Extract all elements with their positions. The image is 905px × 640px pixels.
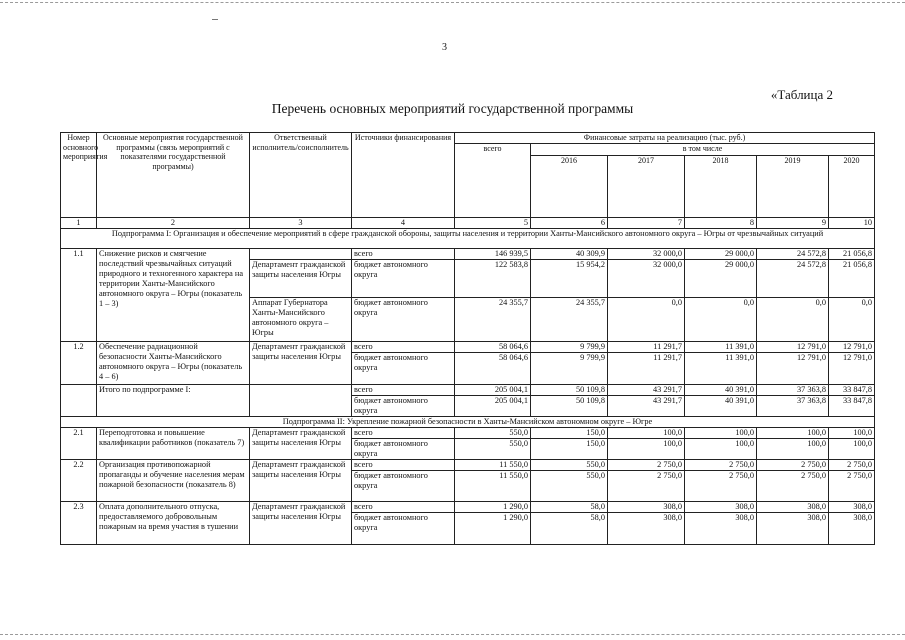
source-label: всего [352,384,455,395]
amount-cell: 2 750,0 [685,459,757,470]
header-year: 2020 [829,155,875,217]
source-label: всего [352,427,455,438]
executor-cell: Департамент гражданской защиты населения Югры [250,459,352,501]
amount-cell: 100,0 [608,438,685,459]
amount-cell: 550,0 [531,459,608,470]
amount-cell: 146 939,5 [455,248,531,259]
amount-cell: 308,0 [829,512,875,544]
amount-cell: 37 363,8 [757,384,829,395]
executor-cell: Аппарат Губернатора Ханты-Мансийского автономного округа – Югры [250,297,352,341]
page-number: 3 [442,42,447,53]
amount-cell: 308,0 [608,501,685,512]
executor-cell: Департамент гражданской защиты населения Югры [250,501,352,544]
amount-cell: 24 355,7 [455,297,531,341]
amount-cell: 100,0 [685,427,757,438]
scan-mark [212,19,218,20]
amount-cell: 32 000,0 [608,248,685,259]
amount-cell: 150,0 [531,438,608,459]
amount-cell: 2 750,0 [757,459,829,470]
amount-cell: 9 799,9 [531,341,608,352]
header-incl: в том числе [531,143,875,155]
amount-cell: 40 391,0 [685,395,757,416]
amount-cell: 1 290,0 [455,501,531,512]
amount-cell: 37 363,8 [757,395,829,416]
amount-cell: 308,0 [685,501,757,512]
subprogram-1-title: Подпрограмма I: Организация и обеспечение мероприятий в сфере гражданской обороны, защиты населения и территории Ханты-Мансийского автономного округа – Югры от чрезвычайных ситуаций [61,228,875,248]
amount-cell: 2 750,0 [685,470,757,501]
amount-cell: 308,0 [829,501,875,512]
colnum: 5 [455,217,531,228]
scan-edge-bottom [0,634,905,635]
measures-table [60,132,875,545]
amount-cell: 58 064,6 [455,341,531,352]
row-num: 1.2 [61,341,97,384]
amount-cell: 43 291,7 [608,384,685,395]
amount-cell: 308,0 [757,501,829,512]
amount-cell: 308,0 [757,512,829,544]
measure-name: Обеспечение радиационной безопасности Ханты-Мансийского автономного округа – Югры (показатель 4 – 6) [97,341,250,384]
amount-cell: 12 791,0 [757,352,829,384]
source-label: бюджет автономного округа [352,259,455,297]
colnum: 7 [608,217,685,228]
header-year: 2017 [608,155,685,217]
header-executor: Ответственный исполнитель/соисполнитель [250,133,352,218]
amount-cell: 15 954,2 [531,259,608,297]
amount-cell: 100,0 [829,438,875,459]
header-measures: Основные мероприятия государственной программы (связь мероприятий с показателями государственной программы) [97,133,250,218]
empty-cell [61,384,97,416]
amount-cell: 11 391,0 [685,341,757,352]
amount-cell: 550,0 [455,427,531,438]
amount-cell: 58 064,6 [455,352,531,384]
colnum: 1 [61,217,97,228]
executor-cell [250,384,352,416]
header-year: 2018 [685,155,757,217]
source-label: всего [352,459,455,470]
amount-cell: 33 847,8 [829,384,875,395]
amount-cell: 2 750,0 [829,470,875,501]
source-label: всего [352,248,455,259]
amount-cell: 29 000,0 [685,259,757,297]
source-label: бюджет автономного округа [352,438,455,459]
source-label: бюджет автономного округа [352,512,455,544]
colnum: 2 [97,217,250,228]
amount-cell: 308,0 [685,512,757,544]
executor-cell: Департамент гражданской защиты населения Югры [250,341,352,384]
amount-cell: 12 791,0 [829,352,875,384]
subtotal-label: Итого по подпрограмме I: [97,384,250,416]
header-sources: Источники финансирования [352,133,455,218]
document-title: Перечень основных мероприятий государственной программы [271,101,634,116]
amount-cell: 550,0 [531,470,608,501]
amount-cell: 100,0 [608,427,685,438]
measure-name: Переподготовка и повышение квалификации работников (показатель 7) [97,427,250,459]
amount-cell: 205 004,1 [455,384,531,395]
amount-cell: 100,0 [757,438,829,459]
source-label: бюджет автономного округа [352,352,455,384]
measure-name: Снижение рисков и смягчение последствий чрезвычайных ситуаций природного и техногенного характера на территории Ханты-Мансийского автономного округа – Югры (показатель 1 – 3) [97,248,250,341]
amount-cell: 2 750,0 [608,459,685,470]
row-num: 2.3 [61,501,97,544]
amount-cell: 50 109,8 [531,384,608,395]
amount-cell: 550,0 [455,438,531,459]
amount-cell: 11 291,7 [608,352,685,384]
amount-cell: 11 550,0 [455,470,531,501]
subprogram-2-title: Подпрограмма II: Укрепление пожарной безопасности в Ханты-Мансийском автономном округе – Югре [61,416,875,427]
source-label: бюджет автономного округа [352,297,455,341]
amount-cell: 0,0 [757,297,829,341]
amount-cell: 21 056,8 [829,248,875,259]
amount-cell: 0,0 [608,297,685,341]
amount-cell: 40 309,9 [531,248,608,259]
amount-cell: 122 583,8 [455,259,531,297]
amount-cell: 150,0 [531,427,608,438]
amount-cell: 12 791,0 [757,341,829,352]
amount-cell: 29 000,0 [685,248,757,259]
colnum: 4 [352,217,455,228]
source-label: бюджет автономного округа [352,395,455,416]
amount-cell: 11 550,0 [455,459,531,470]
amount-cell: 21 056,8 [829,259,875,297]
amount-cell: 50 109,8 [531,395,608,416]
amount-cell: 33 847,8 [829,395,875,416]
source-label: бюджет автономного округа [352,470,455,501]
amount-cell: 1 290,0 [455,512,531,544]
row-num: 2.1 [61,427,97,459]
amount-cell: 40 391,0 [685,384,757,395]
amount-cell: 43 291,7 [608,395,685,416]
amount-cell: 24 355,7 [531,297,608,341]
amount-cell: 100,0 [685,438,757,459]
amount-cell: 58,0 [531,501,608,512]
source-label: всего [352,501,455,512]
amount-cell: 58,0 [531,512,608,544]
amount-cell: 9 799,9 [531,352,608,384]
amount-cell: 308,0 [608,512,685,544]
executor-cell: Департамент гражданской защиты населения Югры [250,427,352,459]
measure-name: Оплата дополнительного отпуска, предоставляемого добровольным пожарным на время участия в тушении [97,501,250,544]
amount-cell: 0,0 [685,297,757,341]
header-year: 2016 [531,155,608,217]
executor-cell [250,248,352,259]
amount-cell: 2 750,0 [757,470,829,501]
row-num: 1.1 [61,248,97,341]
header-total: всего [455,143,531,217]
amount-cell: 24 572,8 [757,259,829,297]
source-label: всего [352,341,455,352]
header-year: 2019 [757,155,829,217]
amount-cell: 0,0 [829,297,875,341]
amount-cell: 2 750,0 [608,470,685,501]
colnum: 9 [757,217,829,228]
executor-cell: Департамент гражданской защиты населения Югры [250,259,352,297]
measure-name: Организация противопожарной пропаганды и обучение населения мерам пожарной безопасности (показатель 8) [97,459,250,501]
amount-cell: 2 750,0 [829,459,875,470]
header-num: Номер основного мероприятия [61,133,97,218]
colnum: 8 [685,217,757,228]
header-costs: Финансовые затраты на реализацию (тыс. руб.) [455,133,875,144]
colnum: 6 [531,217,608,228]
colnum: 3 [250,217,352,228]
amount-cell: 12 791,0 [829,341,875,352]
row-num: 2.2 [61,459,97,501]
amount-cell: 205 004,1 [455,395,531,416]
amount-cell: 11 291,7 [608,341,685,352]
amount-cell: 100,0 [829,427,875,438]
colnum: 10 [829,217,875,228]
amount-cell: 24 572,8 [757,248,829,259]
amount-cell: 32 000,0 [608,259,685,297]
table-label: «Таблица 2 [770,87,833,102]
amount-cell: 11 391,0 [685,352,757,384]
amount-cell: 100,0 [757,427,829,438]
scan-edge-top [0,2,905,3]
